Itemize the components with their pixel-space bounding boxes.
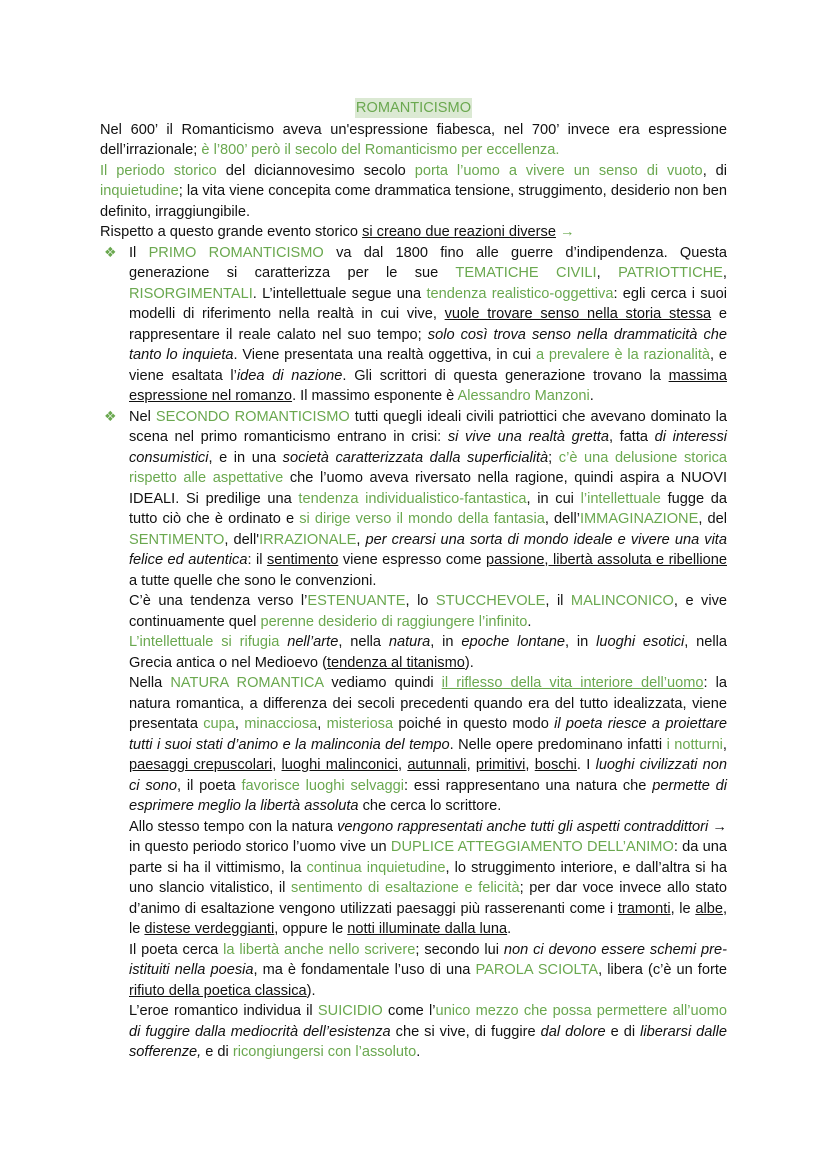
text-run: C’è una tendenza verso l’	[129, 593, 308, 609]
text-run: ;	[548, 449, 553, 466]
highlight-text: sentimento di esaltazione e felicità	[291, 880, 520, 896]
highlight-text: IRRAZIONALE	[259, 531, 357, 548]
text-run: che l’uomo aveva riversato nella ragione, quindi aspira a NUOVI IDEALI. Si predilige una	[129, 470, 727, 507]
text-run: , e in una	[208, 449, 277, 466]
highlight-text: L’intellettuale si rifugia	[129, 634, 280, 650]
highlight-text: TEMATICHE CIVILI	[455, 265, 597, 281]
diamond-bullet-icon: ❖	[104, 408, 117, 425]
text-run: ,	[596, 265, 601, 281]
italic-text: luoghi civilizzati non ci sono	[129, 757, 727, 794]
highlight-text: porta l’uomo a vivere un senso di vuoto	[414, 162, 703, 179]
text-run: ,	[466, 757, 471, 773]
highlight-text: DUPLICE ATTEGGIAMENTO DELL’ANIMO	[390, 839, 674, 855]
text-run: . Il massimo esponente è	[292, 388, 455, 404]
highlight-text: MALINCONICO	[570, 593, 674, 609]
italic-text: di fuggire dalla mediocrità dell’esistenza	[129, 1023, 391, 1040]
text-run: e di	[205, 1044, 229, 1060]
text-run: tutti quegli ideali civili patriottici che avevano dominato la scena nel primo romanticismo entrano in crisi:	[129, 408, 728, 445]
underlined-text: luoghi malinconici	[281, 757, 398, 773]
highlight-text: Il periodo storico	[100, 162, 217, 179]
text-run: Nella	[129, 675, 163, 691]
text-run: , nella Grecia antica o nel Medioevo (	[129, 634, 728, 671]
highlight-text: è l’800’ però il secolo del Romanticismo per eccellenza.	[201, 142, 560, 158]
text-run: ,	[397, 757, 403, 773]
text-run: Nel	[129, 408, 151, 425]
italic-text: idea di nazione	[236, 367, 343, 384]
document-title: ROMANTICISMO	[355, 100, 472, 116]
hero-paragraph	[129, 1001, 727, 1063]
text-run: Nel 600’ il Romanticismo aveva un'espressione fiabesca, nel 700’ invece era espressione dell’irrazionale;	[100, 121, 727, 158]
highlight-text: tendenza realistico-oggettiva	[426, 285, 614, 302]
italic-text: per crearsi una sorta di mondo ideale e vivere una vita felice ed autentica	[129, 531, 727, 568]
italic-text: vengono rappresentati anche tutti gli aspetti contraddittori	[337, 818, 709, 835]
nature-paragraph	[129, 673, 727, 817]
text-run: , dell'	[224, 531, 260, 548]
underlined-text: boschi	[534, 757, 577, 773]
highlight-text: STUCCHEVOLE	[435, 593, 546, 609]
text-run: ,	[317, 716, 322, 732]
highlight-text: NATURA ROMANTICA	[170, 675, 324, 691]
text-run: , le	[670, 900, 691, 917]
underlined-text: distese verdeggianti	[144, 921, 275, 937]
text-run: poiché in questo modo	[398, 716, 549, 732]
text-run: . Viene presentata una realtà oggettiva, in cui	[233, 347, 532, 363]
text-run: ,	[234, 716, 239, 732]
underlined-text: tendenza al titanismo	[326, 654, 465, 671]
underlined-text: vuole trovare senso nella storia stessa	[444, 306, 712, 322]
poet-paragraph	[129, 940, 727, 1002]
text-run: vediamo quindi	[331, 675, 434, 691]
text-run: Rispetto a questo grande evento storico	[100, 224, 358, 240]
highlight-text: inquietudine	[100, 183, 179, 199]
text-run: : la natura romantica, a differenza dei secoli precedenti quando era del tutto idealizzata, viene presentata	[129, 675, 727, 732]
highlight-underlined-text: il riflesso della vita interiore dell’uomo	[441, 675, 704, 691]
text-run: , del	[698, 511, 727, 527]
text-run: , e vive continuamente quel	[129, 593, 727, 630]
text-run: .	[416, 1044, 421, 1060]
highlight-text: IMMAGINAZIONE	[579, 511, 699, 527]
underlined-text: notti illuminate dalla luna	[347, 921, 508, 937]
text-run: , lo	[405, 593, 429, 609]
italic-text: solo così trova senso nella drammaticità che tanto lo inquieta	[129, 326, 727, 363]
text-run: che si vive, di fuggire	[395, 1023, 536, 1040]
highlight-text: si dirige verso il mondo della fantasia	[299, 511, 545, 527]
italic-text: luoghi esotici	[596, 634, 685, 650]
refuge-paragraph	[129, 632, 727, 673]
italic-text: epoche lontane	[461, 634, 565, 650]
text-run: , il	[545, 593, 564, 609]
text-run: L’eroe romantico individua il	[129, 1003, 313, 1019]
text-run: , fatta	[608, 429, 649, 445]
text-run: .	[589, 388, 594, 404]
text-run: . Nelle opere predominano infatti	[449, 736, 663, 753]
highlight-text: unico mezzo che possa permettere all’uomo	[435, 1003, 727, 1019]
underlined-text: paesaggi crepuscolari	[129, 757, 273, 773]
italic-text: permette di esprimere meglio la libertà assoluta	[129, 777, 727, 814]
highlight-text: Alessandro Manzoni	[457, 388, 590, 404]
highlight-text: a prevalere è la razionalità	[535, 347, 711, 363]
title-block	[100, 98, 727, 119]
text-run: , oppure le	[274, 921, 344, 937]
text-run: . I	[576, 757, 591, 773]
text-run: , nella	[338, 634, 382, 650]
italic-text: si vive una realtà gretta	[447, 429, 609, 445]
first-romanticism-paragraph	[129, 243, 727, 407]
highlight-text: PAROLA SCIOLTA	[475, 962, 599, 978]
second-romanticism-paragraph	[129, 407, 727, 592]
highlight-text: l’intellettuale	[580, 490, 661, 507]
text-run: ; secondo lui	[415, 941, 499, 958]
underlined-text: massima espressione nel romanzo	[129, 367, 727, 404]
period-paragraph	[100, 161, 727, 223]
underlined-text: tramonti	[617, 900, 671, 917]
text-run: . Gli scrittori di questa generazione trovano la	[342, 367, 661, 384]
reactions-paragraph	[100, 222, 727, 243]
text-run: come l’	[388, 1003, 436, 1019]
text-run: : essi rappresentano una natura che	[404, 777, 647, 794]
text-run: a tutte quelle che sono le convenzioni.	[129, 572, 377, 589]
highlight-text: cupa	[203, 716, 235, 732]
text-run: .	[507, 921, 512, 937]
text-run: : da una parte si ha il vittimismo, la	[129, 839, 727, 876]
highlight-text: tendenza individualistico-fantastica	[298, 490, 527, 507]
text-run: , in	[430, 634, 454, 650]
text-run: , ma è fondamentale l’uso di una	[253, 962, 471, 978]
text-run: ,	[525, 757, 530, 773]
text-run: del diciannovesimo secolo	[225, 162, 406, 179]
highlight-text: SENTIMENTO	[129, 531, 225, 548]
text-run: ; per dar voce invece allo stato d’animo di esaltazione vengono utilizzati paesaggi più rasserenanti come i	[129, 880, 728, 917]
highlight-text: favorisce luoghi selvaggi	[241, 777, 404, 794]
highlight-text: ricongiungersi con l’assoluto	[232, 1044, 417, 1060]
highlight-text: SECONDO ROMANTICISMO	[155, 408, 350, 425]
arrow-icon: →	[560, 224, 575, 240]
second-romanticism-details	[100, 591, 727, 1063]
text-run: , le	[129, 900, 727, 937]
italic-text: liberarsi dalle sofferenze,	[129, 1023, 727, 1060]
text-run: , il poeta	[177, 777, 236, 794]
highlight-text: PRIMO ROMANTICISMO	[148, 244, 324, 261]
text-run: Allo stesso tempo con la natura	[129, 818, 333, 835]
text-run: Il	[129, 244, 137, 261]
highlight-text: misteriosa	[326, 716, 394, 732]
highlight-text: i notturni	[666, 736, 723, 753]
italic-text: dal dolore	[540, 1023, 606, 1040]
text-run: che cerca lo scrittore.	[362, 798, 502, 814]
text-run: , lo struggimento interiore, e dall’altra si ha uno slancio vitalistico, il	[129, 859, 727, 896]
highlight-text: la libertà anche nello scrivere	[223, 941, 416, 958]
tendency-paragraph	[129, 591, 727, 632]
text-run: ,	[272, 757, 277, 773]
text-run: . L’intellettuale segue una	[252, 285, 422, 302]
italic-text: natura	[388, 634, 431, 650]
highlight-text: SUICIDIO	[317, 1003, 383, 1019]
text-run: → in questo periodo storico l’uomo vive un	[129, 818, 727, 855]
underlined-text: autunnali	[407, 757, 467, 773]
document-page	[100, 98, 727, 1063]
text-run: ).	[306, 982, 316, 999]
text-run: , di	[702, 162, 728, 179]
highlight-text: c’è una delusione storica rispetto alle aspettative	[129, 449, 727, 486]
highlight-text: continua inquietudine	[306, 859, 446, 876]
text-run: fugge da tutto ciò che è ordinato e	[129, 490, 727, 527]
text-run: ).	[464, 654, 474, 671]
contradictions-paragraph	[129, 817, 727, 940]
text-run: viene espresso come	[342, 552, 482, 568]
text-run: : il	[247, 552, 263, 568]
text-run: , dell’	[544, 511, 580, 527]
text-run: ,	[722, 265, 727, 281]
underlined-text: primitivi	[475, 757, 526, 773]
text-run: e di	[610, 1023, 636, 1040]
text-run: .	[527, 613, 532, 630]
underlined-text: rifiuto della poetica classica	[129, 982, 307, 999]
underlined-text: sentimento	[266, 552, 339, 568]
underlined-text: si creano due reazioni diverse	[362, 224, 556, 240]
highlight-text: minacciosa	[244, 716, 318, 732]
italic-text: società caratterizzata dalla superficialità	[282, 449, 549, 466]
italic-text: non ci devono essere schemi pre-istituiti nella poesia	[129, 941, 727, 978]
text-run: Il poeta cerca	[129, 941, 219, 958]
highlight-text: ESTENUANTE	[307, 593, 406, 609]
diamond-bullet-icon: ❖	[104, 244, 117, 261]
text-run: , in cui	[526, 490, 574, 507]
text-run: ,	[356, 531, 361, 548]
italic-text: nell’arte	[287, 634, 339, 650]
text-run: , in	[565, 634, 589, 650]
text-run: va dal 1800 fino alle guerre d’indipendenza. Questa generazione si caratterizza per le sue	[129, 244, 727, 281]
text-run: ,	[722, 736, 727, 753]
highlight-text: RISORGIMENTALI	[129, 285, 253, 302]
intro-paragraph	[100, 120, 727, 161]
text-run: ; la vita viene concepita come drammatica tensione, struggimento, desiderio non ben definito, irraggiungibile.	[100, 183, 727, 220]
italic-text: il poeta riesce a proiettare tutti i suoi stati d’animo e la malinconia del tempo	[129, 716, 727, 753]
text-run: , libera (c’è un forte	[598, 962, 728, 978]
highlight-text: perenne desiderio di raggiungere l’infinito	[260, 613, 528, 630]
italic-text: di interessi consumistici	[129, 429, 727, 466]
text-run: , e viene esaltata l’	[129, 347, 727, 384]
text-run: : egli cerca i suoi modelli di riferimento nella realtà in cui vive,	[129, 285, 728, 322]
underlined-text: passione, libertà assoluta e ribellione	[486, 552, 727, 568]
list-item-first-romanticism	[100, 243, 727, 407]
underlined-text: albe	[695, 900, 723, 917]
text-run: e rappresentare il reale calato nel suo tempo;	[129, 306, 727, 343]
highlight-text: PATRIOTTICHE	[618, 265, 723, 281]
list-item-second-romanticism	[100, 407, 727, 592]
